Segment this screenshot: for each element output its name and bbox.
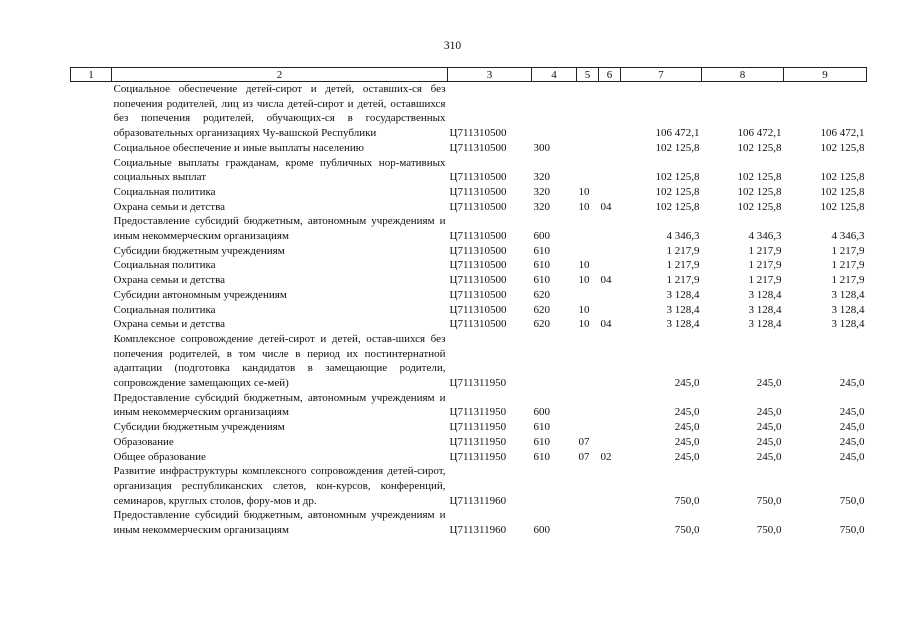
cell-name: Образование	[113, 435, 174, 448]
cell-index	[71, 464, 112, 508]
table-row	[71, 214, 867, 243]
cell-amount-col9: 1 217,9	[831, 244, 865, 257]
cell-name: Предоставление субсидий бюджетным, автономным учреждениям и иным некоммерческим организациям	[113, 509, 446, 537]
cell-target-code: Ц711311960	[449, 494, 507, 507]
cell-name: Комплексное сопровождение детей-сирот и детей, остав-шихся без попечения родителей, в том числе в период их постинтернатной адаптации (подготовка кандидатов в замещающие родители, сопровождение замещающих се-мей)	[113, 332, 446, 390]
cell-name: Предоставление субсидий бюджетным, автономным учреждениям и иным некоммерческим организациям	[113, 215, 446, 243]
cell-amount-col8: 750,0	[756, 524, 782, 537]
table-header	[71, 68, 867, 82]
cell-target-code: Ц711310500	[449, 200, 507, 213]
cell-amount-col8: 1 217,9	[748, 244, 782, 257]
cell-expense-type	[532, 332, 577, 391]
cell-expense-type: 610	[533, 274, 550, 287]
cell-amount-col9: 245,0	[839, 450, 865, 463]
cell-amount-col9: 1 217,9	[831, 259, 865, 272]
table-row	[71, 82, 867, 141]
cell-amount-col8: 1 217,9	[748, 259, 782, 272]
column-number-8: 8	[702, 68, 784, 82]
table-row	[71, 288, 867, 303]
cell-section	[577, 464, 599, 508]
cell-target-code: Ц711310500	[449, 318, 507, 331]
table-row	[71, 200, 867, 215]
cell-amount-col7: 3 128,4	[666, 318, 700, 331]
cell-amount-col9: 245,0	[839, 406, 865, 419]
cell-amount-col9: 245,0	[839, 421, 865, 434]
cell-index	[71, 200, 112, 215]
cell-subsection	[599, 420, 621, 435]
cell-expense-type: 620	[533, 318, 550, 331]
cell-section	[577, 391, 599, 420]
cell-amount-col7: 102 125,8	[655, 141, 700, 154]
table-row	[71, 244, 867, 259]
cell-amount-col9: 245,0	[839, 377, 865, 390]
cell-section	[577, 141, 599, 156]
cell-target-code: Ц711310500	[449, 288, 507, 301]
cell-amount-col8: 245,0	[756, 435, 782, 448]
cell-name: Социальная политика	[113, 185, 216, 198]
cell-amount-col9: 245,0	[839, 435, 865, 448]
cell-name: Охрана семьи и детства	[113, 200, 226, 213]
cell-expense-type: 600	[533, 230, 550, 243]
cell-amount-col9: 3 128,4	[831, 303, 865, 316]
table-row	[71, 420, 867, 435]
cell-amount-col8: 102 125,8	[737, 141, 782, 154]
cell-amount-col8: 3 128,4	[748, 288, 782, 301]
cell-target-code: Ц711310500	[449, 259, 507, 272]
cell-amount-col7: 3 128,4	[666, 303, 700, 316]
cell-subsection	[599, 508, 621, 537]
cell-amount-col7: 4 346,3	[666, 230, 700, 243]
table-row	[71, 450, 867, 465]
column-number-3: 3	[448, 68, 532, 82]
cell-index	[71, 288, 112, 303]
cell-section	[577, 156, 599, 185]
cell-section	[577, 82, 599, 141]
cell-amount-col8: 4 346,3	[748, 230, 782, 243]
cell-name: Охрана семьи и детства	[113, 318, 226, 331]
cell-section: 10	[578, 200, 590, 213]
cell-expense-type: 320	[533, 185, 550, 198]
cell-amount-col7: 1 217,9	[666, 259, 700, 272]
cell-name: Социальная политика	[113, 259, 216, 272]
cell-section	[577, 214, 599, 243]
cell-index	[71, 332, 112, 391]
column-number-5: 5	[577, 68, 599, 82]
cell-amount-col9: 102 125,8	[820, 141, 865, 154]
cell-expense-type: 610	[533, 421, 550, 434]
column-number-4: 4	[532, 68, 577, 82]
cell-amount-col8: 245,0	[756, 377, 782, 390]
cell-section	[577, 508, 599, 537]
cell-subsection	[599, 156, 621, 185]
cell-index	[71, 508, 112, 537]
cell-amount-col8: 1 217,9	[748, 274, 782, 287]
cell-target-code: Ц711310500	[449, 185, 507, 198]
cell-name: Предоставление субсидий бюджетным, автономным учреждениям и иным некоммерческим организациям	[113, 391, 446, 419]
cell-target-code: Ц711311960	[449, 524, 507, 537]
cell-name: Социальное обеспечение детей-сирот и детей, оставших-ся без попечения родителей, лиц из числа детей-сирот и детей, оставшихся без попечения родителей, обучающих-ся в государственных образовательных организациях Чу-вашской Республики	[113, 83, 446, 140]
cell-amount-col9: 102 125,8	[820, 185, 865, 198]
cell-name: Развитие инфраструктуры комплексного сопровождения детей-сирот, организация республиканских слетов, кон-курсов, конференций, семинаров, круглых столов, фору-мов и др.	[113, 465, 446, 507]
cell-subsection	[599, 214, 621, 243]
cell-index	[71, 420, 112, 435]
cell-target-code: Ц711310500	[449, 274, 507, 287]
cell-index	[71, 156, 112, 185]
table-row	[71, 508, 867, 537]
cell-amount-col8: 102 125,8	[737, 171, 782, 184]
cell-amount-col7: 102 125,8	[655, 185, 700, 198]
cell-expense-type: 600	[533, 524, 550, 537]
cell-expense-type: 610	[533, 435, 550, 448]
cell-amount-col7: 750,0	[674, 524, 700, 537]
cell-target-code: Ц711310500	[449, 303, 507, 316]
cell-subsection	[599, 82, 621, 141]
cell-amount-col7: 102 125,8	[655, 171, 700, 184]
cell-name: Субсидии бюджетным учреждениям	[113, 421, 285, 434]
cell-index	[71, 317, 112, 332]
cell-expense-type: 610	[533, 450, 550, 463]
cell-index	[71, 303, 112, 318]
table-row	[71, 391, 867, 420]
cell-subsection	[599, 464, 621, 508]
cell-name: Общее образование	[113, 450, 206, 463]
cell-index	[71, 141, 112, 156]
cell-subsection: 02	[600, 450, 612, 463]
column-number-7: 7	[621, 68, 702, 82]
header-row	[71, 68, 867, 82]
cell-section	[577, 288, 599, 303]
table-row	[71, 464, 867, 508]
cell-index	[71, 450, 112, 465]
cell-name: Субсидии бюджетным учреждениям	[113, 244, 285, 257]
cell-amount-col9: 1 217,9	[831, 274, 865, 287]
page-number: 310	[443, 40, 462, 52]
cell-subsection	[599, 303, 621, 318]
cell-expense-type: 620	[533, 303, 550, 316]
table-row	[71, 332, 867, 391]
cell-amount-col9: 106 472,1	[820, 127, 865, 140]
cell-target-code: Ц711311950	[449, 377, 507, 390]
cell-amount-col9: 3 128,4	[831, 318, 865, 331]
table-row	[71, 185, 867, 200]
cell-section	[577, 244, 599, 259]
cell-target-code: Ц711310500	[449, 141, 507, 154]
cell-subsection: 04	[600, 318, 612, 331]
cell-expense-type: 610	[533, 259, 550, 272]
cell-amount-col8: 245,0	[756, 421, 782, 434]
cell-amount-col8: 3 128,4	[748, 303, 782, 316]
cell-target-code: Ц711311950	[449, 421, 507, 434]
cell-subsection	[599, 435, 621, 450]
cell-amount-col9: 4 346,3	[831, 230, 865, 243]
table-row	[71, 156, 867, 185]
cell-amount-col9: 3 128,4	[831, 288, 865, 301]
cell-expense-type: 600	[533, 406, 550, 419]
cell-index	[71, 391, 112, 420]
cell-index	[71, 185, 112, 200]
cell-target-code: Ц711310500	[449, 171, 507, 184]
cell-amount-col8: 245,0	[756, 450, 782, 463]
cell-amount-col7: 102 125,8	[655, 200, 700, 213]
cell-subsection: 04	[600, 274, 612, 287]
table-row	[71, 141, 867, 156]
cell-target-code: Ц711311950	[449, 435, 507, 448]
cell-section: 07	[578, 450, 590, 463]
cell-amount-col9: 102 125,8	[820, 200, 865, 213]
cell-expense-type: 620	[533, 288, 550, 301]
table-row	[71, 317, 867, 332]
cell-target-code: Ц711310500	[449, 244, 507, 257]
cell-section: 10	[578, 185, 590, 198]
cell-name: Социальные выплаты гражданам, кроме публичных нор-мативных социальных выплат	[113, 156, 446, 184]
cell-index	[71, 273, 112, 288]
cell-expense-type: 300	[533, 141, 550, 154]
cell-expense-type: 610	[533, 244, 550, 257]
cell-expense-type	[532, 464, 577, 508]
cell-name: Социальное обеспечение и иные выплаты населению	[113, 141, 365, 154]
cell-amount-col9: 750,0	[839, 494, 865, 507]
cell-section	[577, 332, 599, 391]
cell-index	[71, 435, 112, 450]
table-row	[71, 258, 867, 273]
table-row	[71, 435, 867, 450]
cell-expense-type: 320	[533, 200, 550, 213]
cell-name: Социальная политика	[113, 303, 216, 316]
cell-subsection	[599, 391, 621, 420]
cell-expense-type	[532, 82, 577, 141]
cell-subsection	[599, 141, 621, 156]
cell-index	[71, 258, 112, 273]
column-number-1: 1	[71, 68, 112, 82]
cell-amount-col7: 3 128,4	[666, 288, 700, 301]
cell-index	[71, 214, 112, 243]
cell-amount-col7: 750,0	[674, 494, 700, 507]
cell-target-code: Ц711311950	[449, 450, 507, 463]
cell-section	[577, 420, 599, 435]
cell-amount-col8: 3 128,4	[748, 318, 782, 331]
cell-section: 10	[578, 259, 590, 272]
cell-amount-col8: 106 472,1	[737, 127, 782, 140]
cell-amount-col8: 245,0	[756, 406, 782, 419]
cell-subsection	[599, 244, 621, 259]
cell-target-code: Ц711310500	[449, 230, 507, 243]
cell-amount-col9: 102 125,8	[820, 171, 865, 184]
cell-amount-col7: 106 472,1	[655, 127, 700, 140]
cell-subsection	[599, 185, 621, 200]
cell-target-code: Ц711311950	[449, 406, 507, 419]
cell-amount-col9: 750,0	[839, 524, 865, 537]
cell-index	[71, 82, 112, 141]
column-number-2: 2	[112, 68, 448, 82]
cell-subsection	[599, 288, 621, 303]
cell-amount-col7: 1 217,9	[666, 274, 700, 287]
cell-section: 10	[578, 303, 590, 316]
table-body	[71, 82, 867, 538]
table-row	[71, 303, 867, 318]
column-number-9: 9	[784, 68, 867, 82]
cell-subsection	[599, 258, 621, 273]
cell-expense-type: 320	[533, 171, 550, 184]
cell-amount-col7: 1 217,9	[666, 244, 700, 257]
cell-amount-col8: 102 125,8	[737, 185, 782, 198]
cell-amount-col7: 245,0	[674, 406, 700, 419]
cell-amount-col8: 102 125,8	[737, 200, 782, 213]
table-row	[71, 273, 867, 288]
cell-section: 07	[578, 435, 590, 448]
cell-index	[71, 244, 112, 259]
cell-section: 10	[578, 274, 590, 287]
cell-amount-col7: 245,0	[674, 421, 700, 434]
cell-amount-col8: 750,0	[756, 494, 782, 507]
cell-amount-col7: 245,0	[674, 435, 700, 448]
cell-amount-col7: 245,0	[674, 377, 700, 390]
cell-amount-col7: 245,0	[674, 450, 700, 463]
cell-subsection	[599, 332, 621, 391]
budget-table	[70, 67, 867, 538]
cell-section: 10	[578, 318, 590, 331]
cell-name: Охрана семьи и детства	[113, 274, 226, 287]
cell-subsection: 04	[600, 200, 612, 213]
column-number-6: 6	[599, 68, 621, 82]
cell-target-code: Ц711310500	[449, 127, 507, 140]
cell-name: Субсидии автономным учреждениям	[113, 288, 287, 301]
